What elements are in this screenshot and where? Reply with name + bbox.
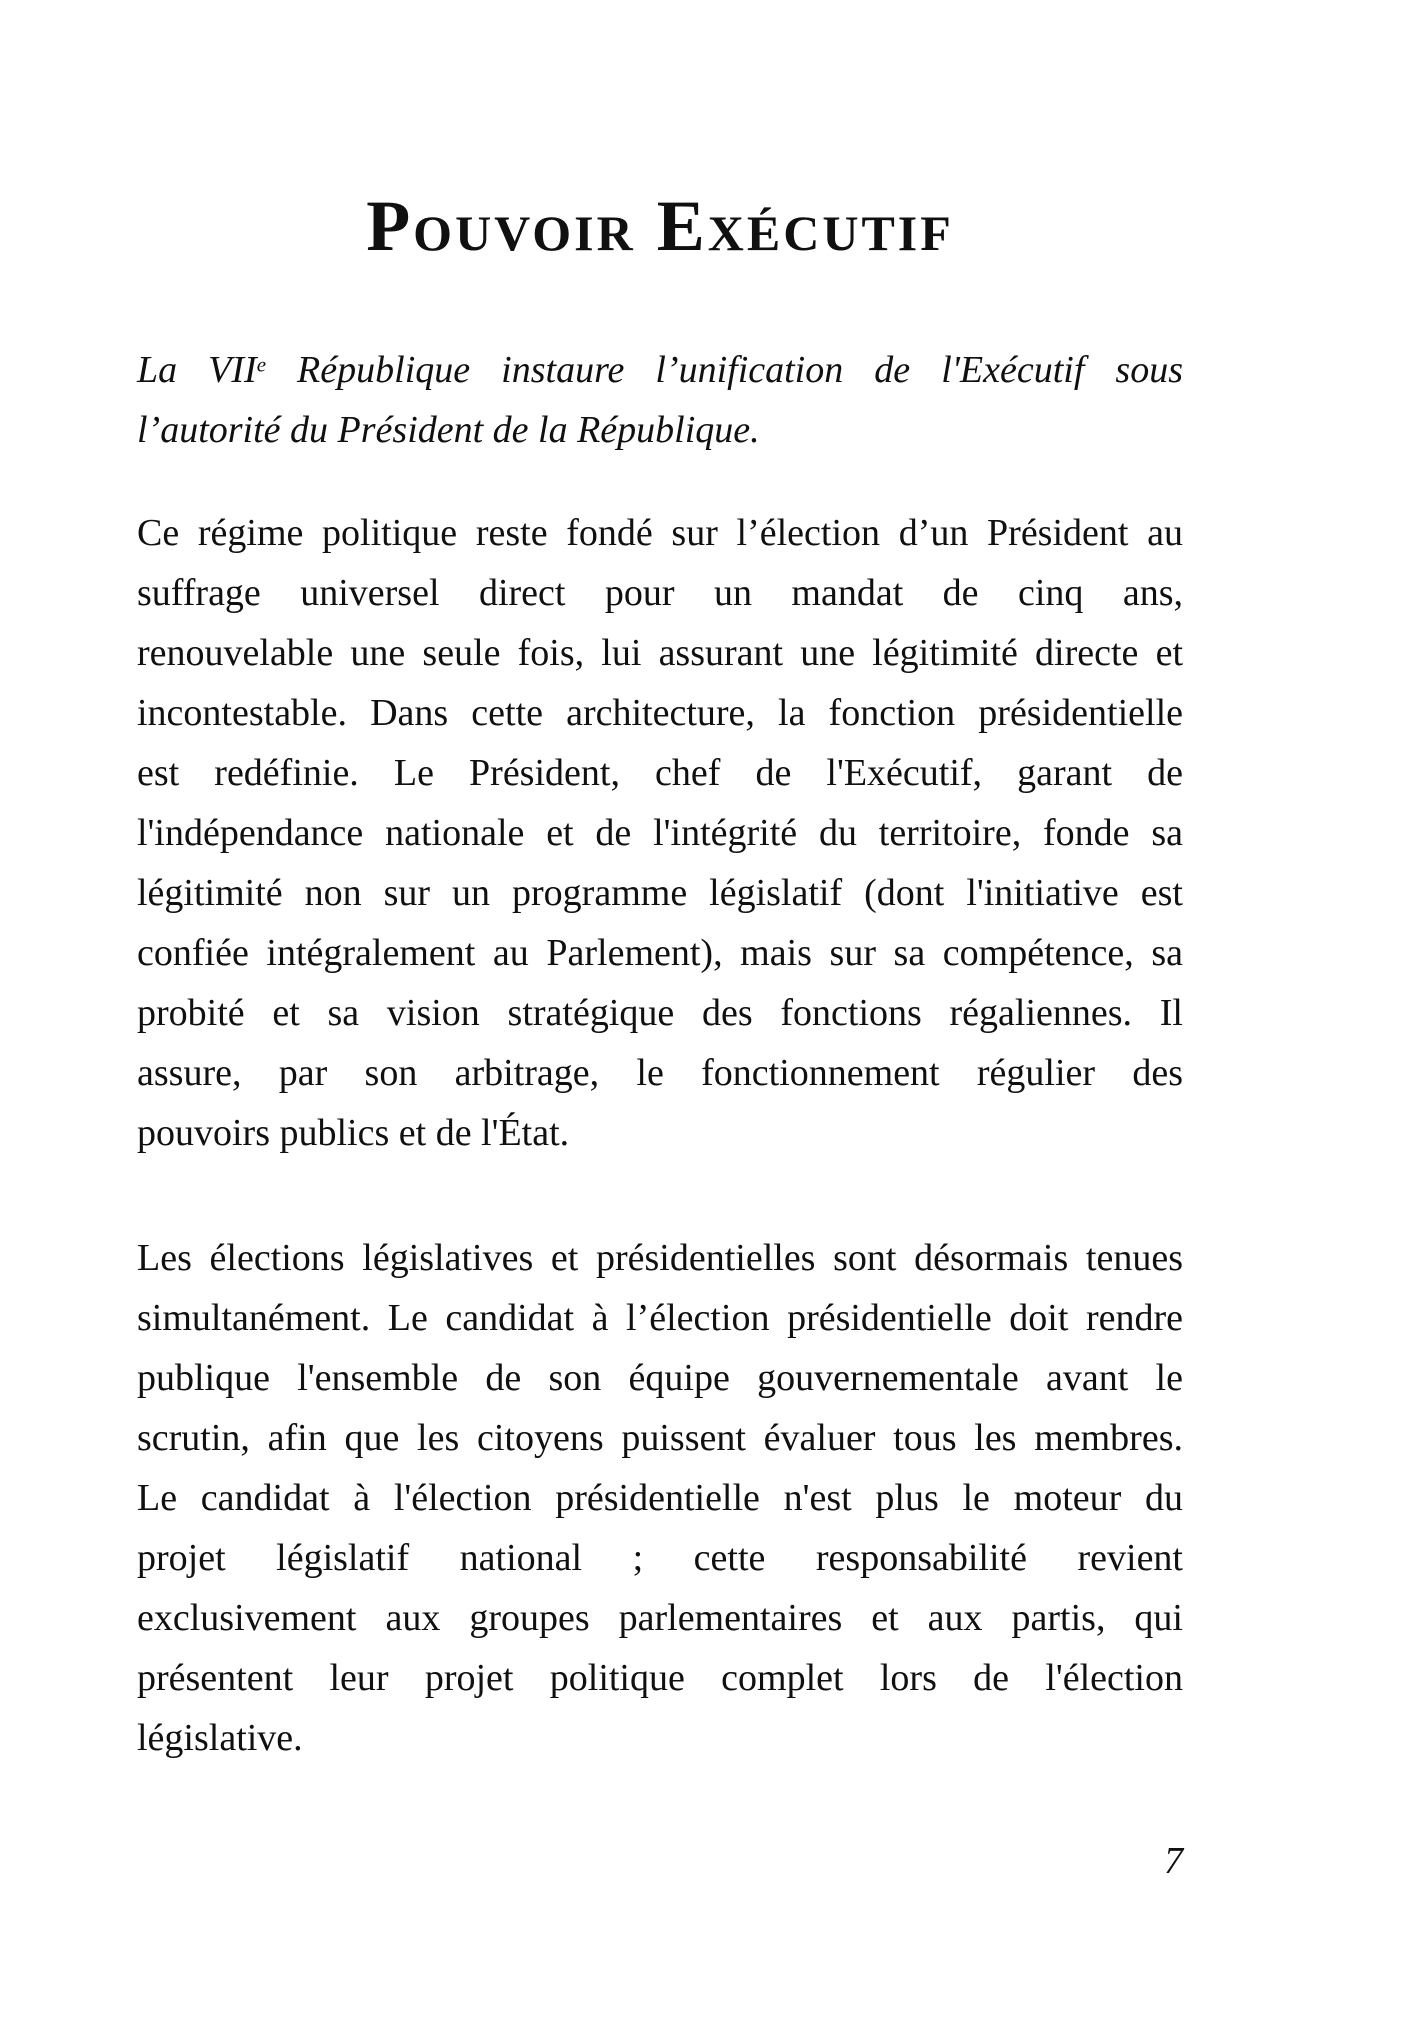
body-paragraph-1 [137, 503, 1183, 1163]
text-line: incontestable. Dans cette architecture, la fonction présidentielle [137, 692, 1183, 734]
text-line: pouvoirs publics et de l'État. [137, 1112, 570, 1154]
superscript-ordinal: e [256, 352, 266, 377]
text-line: légitimité non sur un programme législatif (dont l'initiative est [137, 872, 1183, 914]
text-line: probité et sa vision stratégique des fonctions régaliennes. Il [137, 992, 1183, 1034]
text-line: assure, par son arbitrage, le fonctionnement régulier des [137, 1052, 1183, 1094]
lead-line1-prefix: La VII [137, 349, 257, 391]
chapter-title: Pouvoir Exécutif [366, 186, 954, 266]
text-line: simultanément. Le candidat à l’élection présidentielle doit rendre [137, 1297, 1183, 1339]
text-line: renouvelable une seule fois, lui assurant une légitimité directe et [137, 632, 1183, 674]
text-line: suffrage universel direct pour un mandat de cinq ans, [137, 572, 1183, 614]
text-line: confiée intégralement au Parlement), mais sur sa compétence, sa [137, 932, 1183, 974]
text-line: projet législatif national ; cette responsabilité revient [137, 1537, 1183, 1579]
text-line: l'indépendance nationale et de l'intégrité du territoire, fonde sa [137, 812, 1183, 854]
text-line: l’autorité du Président de la République. [137, 409, 760, 451]
text-line: Les élections législatives et présidentielles sont désormais tenues [137, 1237, 1183, 1279]
text-line: scrutin, afin que les citoyens puissent évaluer tous les membres. [137, 1417, 1183, 1459]
text-line: Ce régime politique reste fondé sur l’élection d’un Président au [137, 512, 1183, 554]
text-line: législative. [137, 1717, 303, 1759]
text-line: publique l'ensemble de son équipe gouvernementale avant le [137, 1357, 1183, 1399]
lead-paragraph [137, 340, 1183, 460]
lead-line1-rest: République instaure l’unification de l'Exécutif sous [266, 349, 1184, 391]
text-line: est redéfinie. Le Président, chef de l'Exécutif, garant de [137, 752, 1183, 794]
text-line: Le candidat à l'élection présidentielle n'est plus le moteur du [137, 1477, 1183, 1519]
text-line: présentent leur projet politique complet lors de l'élection [137, 1657, 1183, 1699]
body-paragraph-2 [137, 1228, 1183, 1768]
page-number: 7 [1164, 1840, 1183, 1882]
text-line: exclusivement aux groupes parlementaires et aux partis, qui [137, 1597, 1183, 1639]
text-line [137, 340, 1183, 400]
